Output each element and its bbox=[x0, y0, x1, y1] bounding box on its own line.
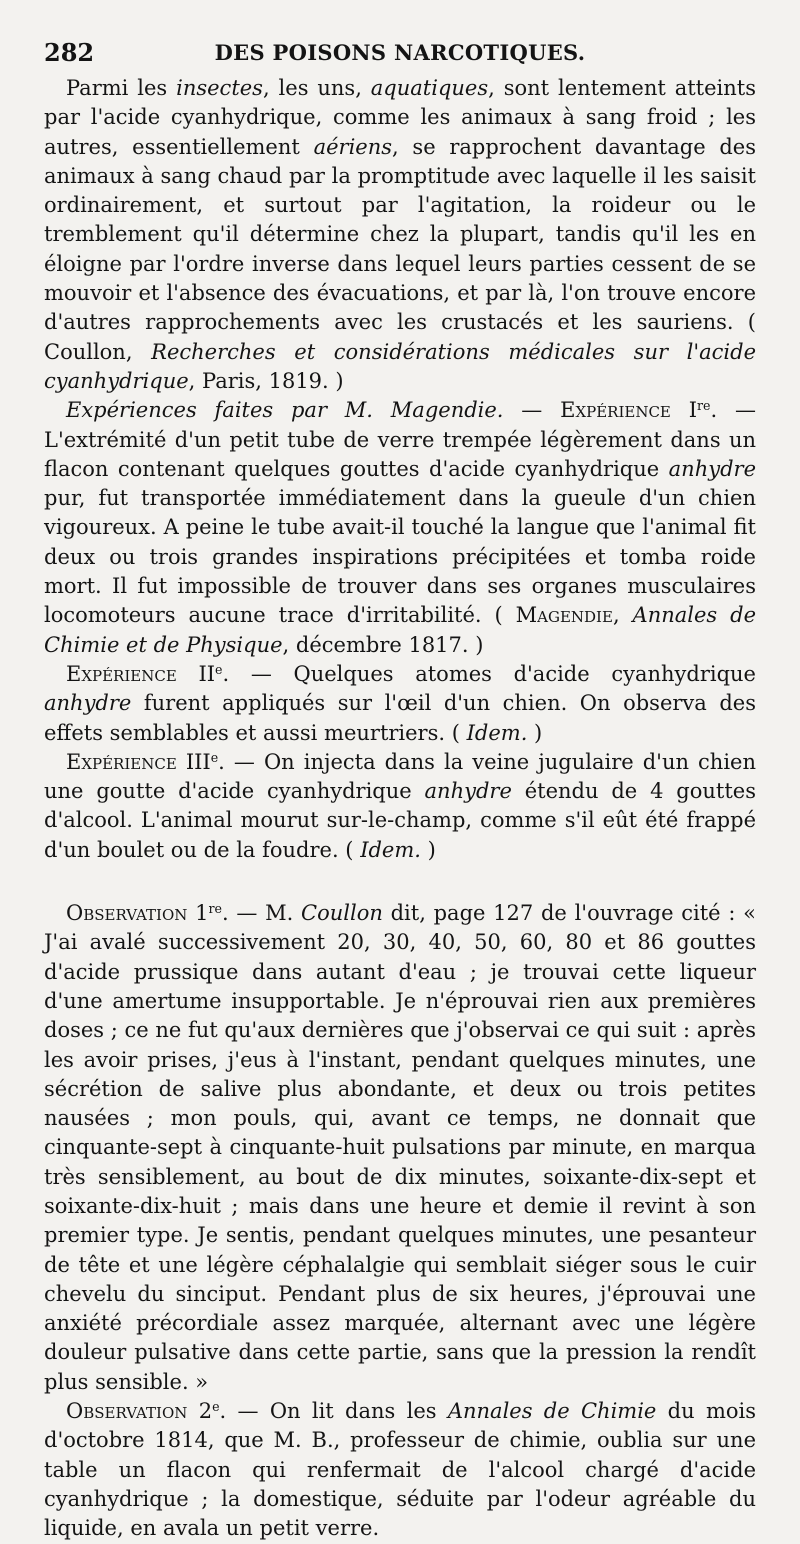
text-run: furent appliqués sur l'œil d'un chien. On observa des effets semblables et aussi meurtriers. ( bbox=[44, 691, 756, 745]
paragraph-experience-1 bbox=[44, 396, 756, 660]
italic-run: insectes bbox=[176, 76, 263, 100]
paragraph-insects bbox=[44, 74, 756, 396]
observation-label: Observation bbox=[66, 1399, 188, 1424]
text-run: pur, fut transportée immédiatement dans la gueule d'un chien vigoureux. A peine le tube avait-il touché la langue que l'animal fit deux ou trois grandes inspirations précipitées et tomba roide mort. Il fut impossible de trouver dans ses organes musculaires locomoteurs aucune trace d'irritabilité. ( bbox=[44, 486, 756, 628]
observation-number: 2 bbox=[187, 1399, 213, 1424]
body-text bbox=[44, 74, 756, 1544]
text-run: , bbox=[612, 603, 633, 628]
citation-author: Magendie bbox=[515, 603, 613, 628]
text-run: , Paris, 1819. ) bbox=[188, 368, 344, 393]
text-run: du mois d'octobre 1814, que M. B., professeur de chimie, oublia sur une table un flacon qui renfermait de l'alcool chargé d'acide cyanhydrique ; la domestique, séduite par l'odeur agréable du liquide, en avala un petit verre. bbox=[44, 1399, 756, 1541]
italic-run: anhydre bbox=[668, 456, 756, 481]
paragraph-observation-1 bbox=[44, 899, 756, 1397]
text-run: — bbox=[503, 398, 561, 423]
text-run: , se rapprochent davantage des animaux à sang chaud par la promptitude avec laquelle il les saisit ordinairement, et surtout par l'agitation, la roideur ou le tremblement qu'il détermine chez la plupart, tandis qu'il les en éloigne par l'ordre inverse dans lequel leurs parties cessent de se mouvoir et l'absence des évacuations, et par là, l'on trouve encore d'autres rapprochements avec les crustacés et les sauriens. ( Coullon, bbox=[44, 134, 757, 364]
text-run: ) bbox=[527, 720, 543, 745]
ordinal-suffix: re bbox=[208, 901, 222, 917]
observation-label: Observation bbox=[66, 901, 188, 926]
italic-run: aquatiques bbox=[370, 76, 489, 100]
text-run: Parmi les bbox=[66, 76, 177, 100]
section-heading: Expériences faites par M. Magendie. bbox=[66, 398, 504, 423]
italic-run: anhydre bbox=[44, 691, 132, 716]
text-run: étendu de 4 gouttes d'alcool. L'animal mourut sur-le-champ, comme s'il eût été frappé d'un boulet ou de la foudre. ( bbox=[44, 779, 756, 862]
italic-run: anhydre bbox=[424, 779, 512, 804]
italic-run: Coullon bbox=[301, 901, 383, 926]
text-run: . — On lit dans les bbox=[219, 1399, 448, 1424]
page-number: 282 bbox=[44, 38, 95, 67]
text-run: . — On injecta dans la veine jugulaire d'un chien une goutte d'acide cyanhydrique bbox=[44, 749, 757, 804]
observation-number: 1 bbox=[187, 901, 209, 926]
text-run: , sont lentement atteints par l'acide cyanhydrique, comme les animaux à sang froid ; les autres, essentiellement bbox=[44, 76, 757, 159]
italic-run: Idem. bbox=[360, 837, 421, 862]
italic-run: Idem. bbox=[466, 720, 528, 745]
text-run: ) bbox=[420, 837, 436, 862]
experience-label: Expérience bbox=[66, 661, 177, 686]
paragraph-experience-2 bbox=[44, 660, 756, 748]
text-run: . — M. bbox=[221, 901, 302, 926]
citation-title: Annales de Chimie bbox=[447, 1399, 657, 1424]
citation-title: Annales de Chimie et de Physique bbox=[44, 603, 756, 657]
paragraph-observation-2 bbox=[44, 1397, 756, 1543]
citation-title: Recherches et considérations médicales sur l'acide cyanhydrique bbox=[44, 339, 757, 393]
text-run: . — Quelques atomes d'acide cyanhydrique bbox=[222, 661, 756, 686]
text-run: . — L'extrémité d'un petit tube de verre trempée légèrement dans un flacon contenant quelques gouttes d'acide cyanhydrique bbox=[44, 398, 756, 481]
ordinal-suffix: e bbox=[212, 1399, 220, 1415]
experience-number: III bbox=[176, 749, 211, 774]
experience-label: Expérience bbox=[66, 749, 177, 774]
text-run: , les uns, bbox=[262, 76, 371, 100]
paragraph-experience-3 bbox=[44, 748, 756, 865]
experience-label: Expérience bbox=[560, 398, 671, 423]
italic-run: aériens bbox=[313, 134, 393, 159]
text-run: , décembre 1817. ) bbox=[282, 632, 484, 657]
section-gap bbox=[44, 865, 756, 899]
experience-number: II bbox=[176, 661, 216, 686]
running-head bbox=[44, 32, 756, 74]
ordinal-suffix: e bbox=[210, 749, 219, 765]
ordinal-suffix: e bbox=[215, 662, 223, 678]
ordinal-suffix: re bbox=[697, 398, 711, 414]
experience-number: I bbox=[670, 398, 697, 423]
text-run: dit, page 127 de l'ouvrage cité : « J'ai avalé successivement 20, 30, 40, 50, 60, 80 et 86 gouttes d'acide prussique dans autant d'eau ; je trouvai cette liqueur d'une amertume insupportable. Je n'éprouvai rien aux premières doses ; ce ne fut qu'aux dernières que j'observai ce qui suit : après les avoir prises, j'eus à l'instant, pendant quelques minutes, une sécrétion de salive plus abondante, et deux ou trois petites nausées ; mon pouls, qui, avant ce temps, ne donnait que cinquante-sept à cinquante-huit pulsations par minute, en marqua très sensiblement, au bout de dix minutes, soixante-dix-sept et soixante-dix-huit ; mais dans une heure et demie il revint à son premier type. Je sentis, pendant quelques minutes, une pesanteur de tête et une légère céphalalgie qui semblait siéger sous le cuir chevelu du sinciput. Pendant plus de six heures, j'éprouvai une anxiété précordiale assez marquée, alternant avec une légère douleur pulsative dans cette partie, sans que la pression la rendît plus sensible. » bbox=[44, 901, 756, 1394]
running-title: DES POISONS NARCOTIQUES. bbox=[214, 40, 586, 65]
